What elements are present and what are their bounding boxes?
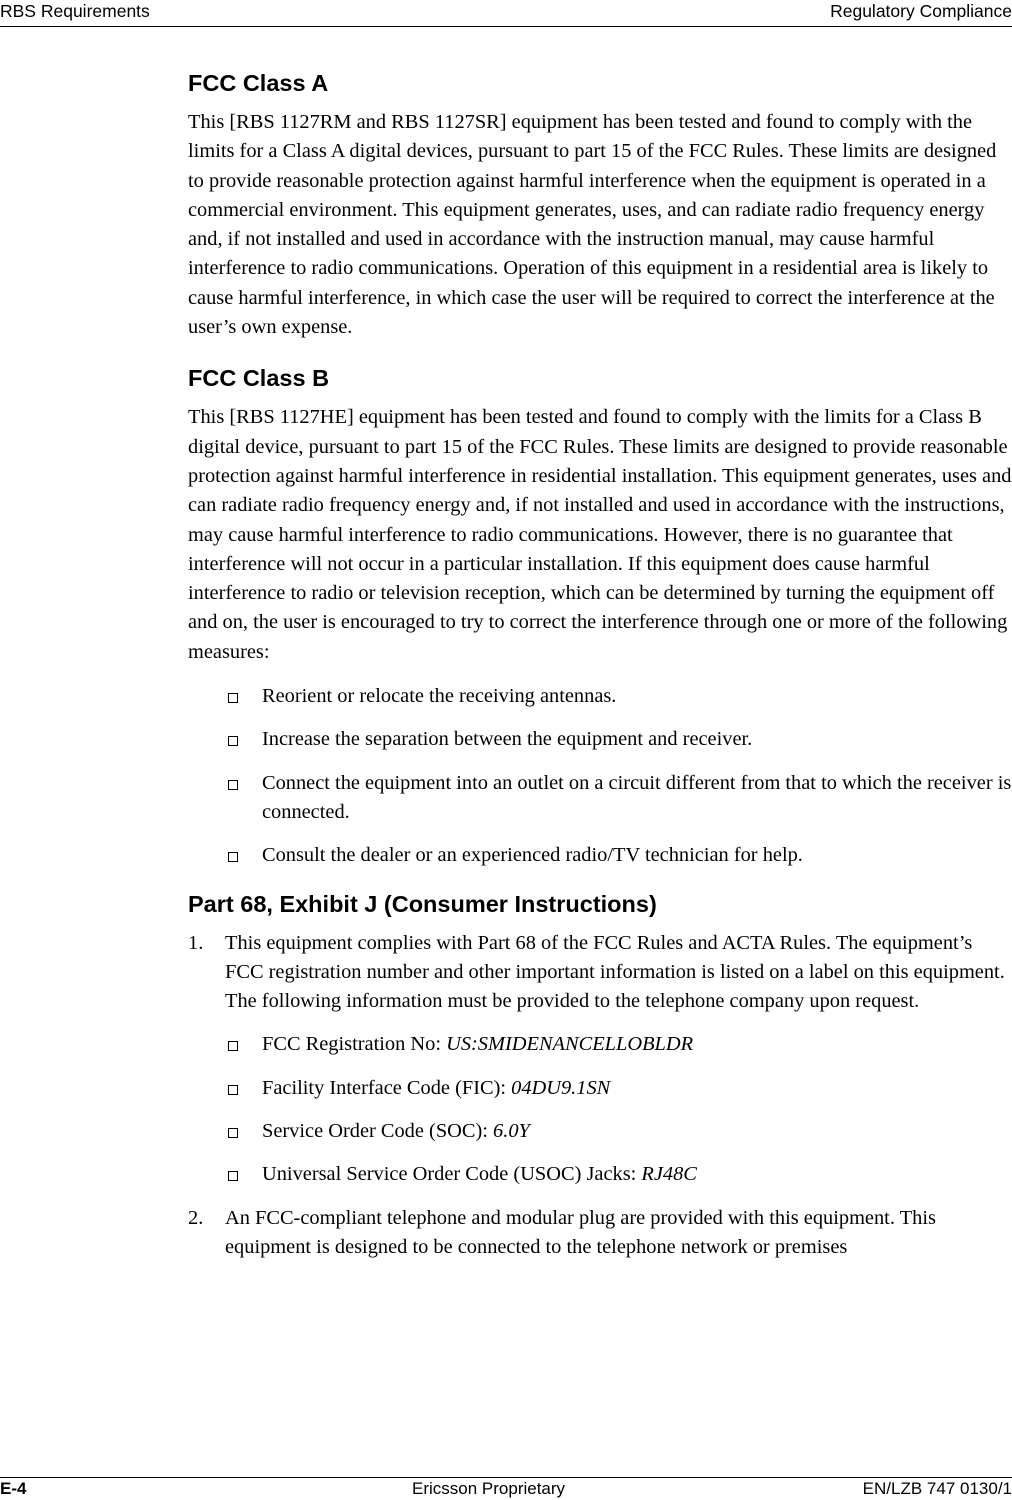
soc-value: 6.0Y [493,1120,530,1143]
checkbox-bullet-icon [228,852,238,862]
footer-proprietary: Ericsson Proprietary [412,1479,566,1498]
usoc-value: RJ48C [641,1163,697,1186]
checkbox-bullet-icon [228,736,238,746]
class-a-section [188,68,1012,342]
document-id: EN/LZB 747 0130/1 [862,1479,1012,1498]
item-number: 1. [188,931,204,954]
class-a-paragraph: This [RBS 1127RM and RBS 1127SR] equipment has been tested and found to comply with the limits for a Class A digital devices, pursuant to part 15 of the FCC Rules. These limits are designed to provide reasonable protection against harmful interference when the equipment is operated in a commercial environment. This equipment generates, uses, and can radiate radio frequency energy and, if not installed and used in accordance with the instruction manual, may cause harmful interference to radio communications. Operation of this equipment in a residential area is likely to cause harmful interference, in which case the user will be required to correct the interference at the user’s own expense. [188,111,997,339]
page-number: E-4 [0,1479,27,1498]
list-item [262,1117,1012,1146]
item-number: 2. [188,1206,204,1229]
part68-section [188,889,1012,1263]
class-b-paragraph: This [RBS 1127HE] equipment has been tested and found to comply with the limits for a Class B digital device, pursuant to part 15 of the FCC Rules. These limits are designed to provide reasonable protection against harmful interference in residential installation. This equipment generates, uses and can radiate radio frequency energy and, if not installed and used in accordance with the instructions, may cause harmful interference to radio communications. However, there is no guarantee that interference will not occur in a particular installation. If this equipment does cause harmful interference to radio or television reception, which can be determined by turning the equipment off and on, the user is encouraged to try to correct the interference through one or more of the following measures: [188,406,1012,663]
checkbox-bullet-icon [228,780,238,790]
list-item: Consult the dealer or an experienced radio/TV technician for help. [262,841,1012,870]
field-label: Service Order Code (SOC): [262,1120,494,1143]
registration-fields-list [188,1030,1012,1189]
field-label: Facility Interface Code (FIC): [262,1076,512,1099]
class-b-heading: FCC Class B [188,365,330,392]
running-header-right: Regulatory Compliance [830,1,1012,21]
checkbox-bullet-icon [228,1085,238,1095]
fcc-registration-value: US:SMIDENANCELLOBLDR [446,1033,694,1056]
field-label: FCC Registration No: [262,1033,447,1056]
numbered-item [188,1204,1012,1263]
header-rule [0,26,1012,27]
list-item [262,1074,1012,1103]
item-text: This equipment complies with Part 68 of the FCC Rules and ACTA Rules. The equipment’s FCC registration number and other important information is listed on a label on this equipment. The following information must be provided to the telephone company upon request. [225,931,1005,1013]
list-item [262,1160,1012,1189]
numbered-item [188,929,1012,1190]
list-item: Reorient or relocate the receiving antennas. [262,682,1012,711]
checkbox-bullet-icon [228,1128,238,1138]
running-header-left: RBS Requirements [0,1,150,21]
part68-numbered-list [188,929,1012,1263]
checkbox-bullet-icon [228,1171,238,1181]
measures-list [188,682,1012,870]
footer-rule [0,1477,1012,1478]
page-body [188,68,1012,1262]
list-item [262,1030,1012,1059]
class-a-heading: FCC Class A [188,70,329,96]
checkbox-bullet-icon [228,693,238,703]
class-b-section [188,363,1012,870]
field-label: Universal Service Order Code (USOC) Jacks: [262,1163,642,1186]
part68-heading: Part 68, Exhibit J (Consumer Instructions) [188,890,657,917]
item-text: An FCC-compliant telephone and modular plug are provided with this equipment. This equipment is designed to be connected to the telephone network or premises [225,1206,936,1258]
list-item: Increase the separation between the equipment and receiver. [262,725,1012,754]
list-item: Connect the equipment into an outlet on a circuit different from that to which the receiver is connected. [262,769,1012,828]
fic-value: 04DU9.1SN [511,1076,611,1099]
checkbox-bullet-icon [228,1041,238,1051]
